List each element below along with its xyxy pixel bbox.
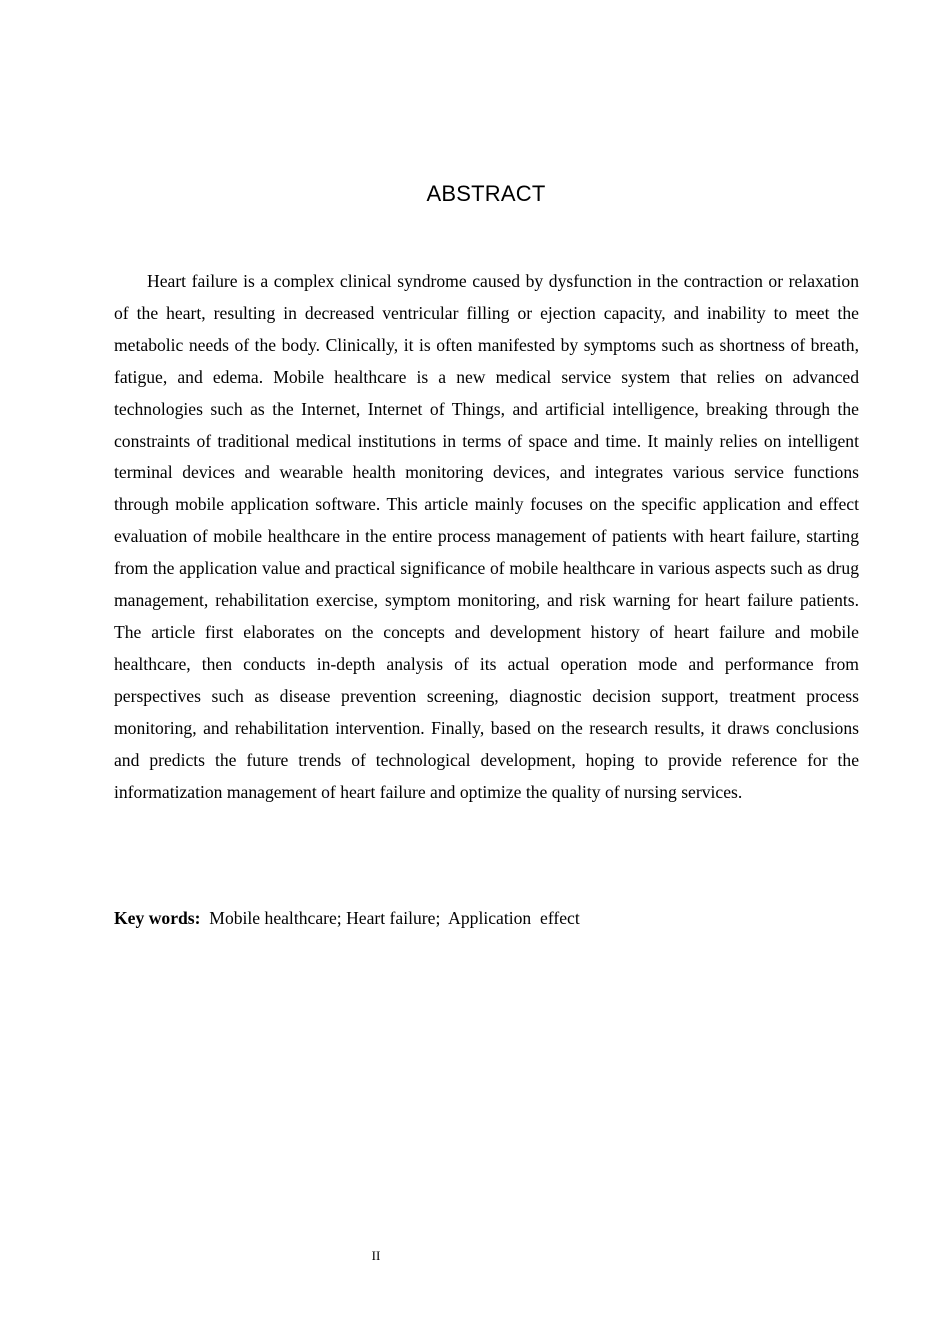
keywords-line [114, 903, 859, 933]
keywords-label: Key words: [114, 908, 201, 928]
abstract-title: ABSTRACT [426, 181, 546, 206]
abstract-paragraph: Heart failure is a complex clinical syndrome caused by dysfunction in the contraction or relaxation of the heart, resulting in decreased ventricular filling or ejection capacity, and inability to meet the metabolic needs of the body. Clinically, it is often manifested by symptoms such as shortness of breath, fatigue, and edema. Mobile healthcare is a new medical service system that relies on advanced technologies such as the Internet, Internet of Things, and artificial intelligence, breaking through the constraints of traditional medical institutions in terms of space and time. It mainly relies on intelligent terminal devices and wearable health monitoring devices, and integrates various service functions through mobile application software. This article mainly focuses on the specific application and effect evaluation of mobile healthcare in the entire process management of patients with heart failure, starting from the application value and practical significance of mobile healthcare in various aspects such as drug management, rehabilitation exercise, symptom monitoring, and risk warning for heart failure patients. The article first elaborates on the concepts and development history of heart failure and mobile healthcare, then conducts in-depth analysis of its actual operation mode and performance from perspectives such as disease prevention screening, diagnostic decision support, treatment process monitoring, and rehabilitation intervention. Finally, based on the research results, it draws conclusions and predicts the future trends of technological development, hoping to provide reference for the informatization management of heart failure and optimize the quality of nursing services. [114, 271, 859, 802]
page-number: II [371, 1248, 381, 1263]
keywords-list: Mobile healthcare; Heart failure; Application effect [200, 908, 580, 928]
